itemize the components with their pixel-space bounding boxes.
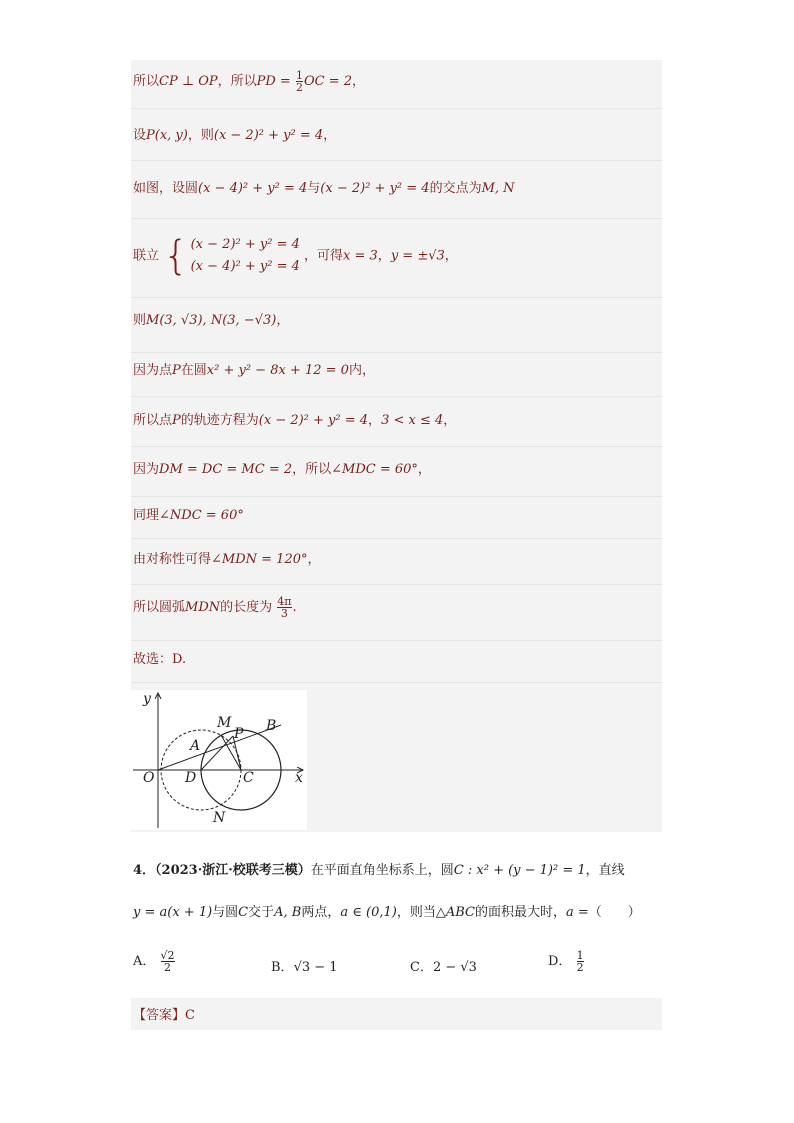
label-P: P [234,726,244,742]
label-M: M [217,715,232,731]
divider [131,396,662,397]
answer-line: 【答案】C [133,1008,195,1023]
solution-line-6: 因为点P在圆x² + y² − 8x + 12 = 0内， [133,363,375,378]
solution-line-11: 所以圆弧MDN的长度为 $\frac{4\pi}{3}$ . [133,595,297,620]
divider [131,352,662,353]
solution-line-12: 故选：D. [133,652,187,667]
fraction-half: $\frac{1}{2}$ [295,69,303,94]
option-d[interactable]: D． $\frac{1}{2}$ [548,949,584,974]
divider [131,160,662,161]
option-a[interactable]: A． $\frac{√2}{2}$ [133,949,175,974]
solution-line-8: 因为DM = DC = MC = 2，所以∠MDC = 60°， [133,462,431,477]
label-D: D [185,770,197,786]
label-A: A [190,738,201,754]
option-b[interactable]: B．√3 − 1 [271,960,338,975]
label-B: B [266,718,277,734]
solution-line-1: 所以CP ⊥ OP，所以PD = $\frac{1}{2}$ OC = 2， [133,69,366,94]
divider [131,446,662,447]
circle-diagram [131,690,307,830]
solution-line-5: 则M(3, √3), N(3, −√3)， [133,313,290,328]
divider [131,682,662,683]
question-line-2: y = a(x + 1)与圆C交于A, B两点，a ∈ (0,1)，则当△ABC的面积最大时，a =（ ） [133,905,641,920]
option-c[interactable]: C．2 − √3 [410,960,477,975]
answer-background [131,998,662,1030]
geometry-figure [131,690,307,830]
option-d-fraction: $\frac{1}{2}$ [576,949,584,974]
label-N: N [213,810,226,826]
divider [131,297,662,298]
divider [131,640,662,641]
divider [131,496,662,497]
line-OB [158,725,281,770]
solution-line-4: 联立 { (x − 2)² + y² = 4 (x − 4)² + y² = 4 ，可得x = 3，y = ±√3， [133,233,458,279]
label-y: y [143,691,151,707]
solution-line-10: 由对称性可得∠MDN = 120°， [133,552,321,567]
solution-line-7: 所以点P的轨迹方程为(x − 2)² + y² = 4，3 < x ≤ 4， [133,413,457,428]
fraction-4pi-3: $\frac{4\pi}{3}$ [277,595,292,620]
divider [131,538,662,539]
solution-line-2: 设P(x, y)，则(x − 2)² + y² = 4， [133,128,337,143]
label-x: x [295,770,303,786]
option-a-fraction: $\frac{√2}{2}$ [160,949,175,974]
divider [131,108,662,109]
label-C: C [243,770,254,786]
label-O: O [143,770,155,786]
question-line-1: 4．（2023·浙江·校联考三模）在平面直角坐标系上，圆C : x² + (y − 1)² = 1，直线 [133,863,625,878]
divider [131,218,662,219]
equation-system: { (x − 2)² + y² = 4 (x − 4)² + y² = 4 [163,233,300,279]
solution-line-9: 同理∠NDC = 60° [133,508,244,523]
divider [131,584,662,585]
solution-line-3: 如图，设圆(x − 4)² + y² = 4与(x − 2)² + y² = 4的交点为M, N [133,181,515,196]
